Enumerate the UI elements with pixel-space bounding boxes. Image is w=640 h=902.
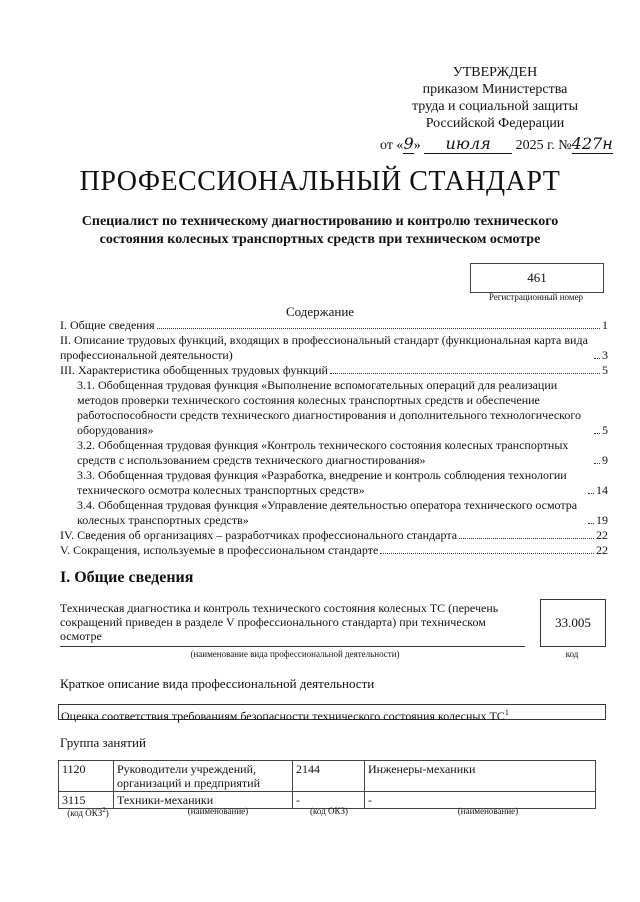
table-row [59,761,596,792]
occupation-code: 2144 [293,761,365,792]
handwritten-day: 9 [403,134,414,153]
caption-code-okz-footnoted: (код ОКЗ$^2$) [67,806,109,818]
occupation-name: Инженеры-механики [365,761,596,792]
occupation-name: Руководители учреждений, организаций и предприятий [114,761,293,792]
activity-name-underline [60,646,525,647]
standard-subtitle: Специалист по техническому диагностированию и контролю технического состояния колесных транспортных средств при техническом осмотре [81,214,559,247]
occupation-name: Техники-механики [114,792,293,809]
table-of-contents [60,318,608,558]
activity-code-box: 33.005 [540,599,606,647]
caption-name-2: (наименование) [457,806,519,816]
occupation-code: 1120 [59,761,114,792]
registration-number-box: 461 [470,263,604,293]
approval-line-4: Российской Федерации [425,116,565,131]
short-description-heading: Краткое описание вида профессиональной деятельности [60,676,375,691]
short-description-text: Оценка соответствия требованиям безопасности технического состояния колесных ТС [61,709,505,723]
handwritten-order-number: 427н [571,134,613,153]
toc-entry[interactable]: I. Общие сведения 1 [60,318,608,332]
approval-line-2: приказом Министерства [422,82,568,97]
toc-entry[interactable]: II. Описание трудовых функций, входящих в профессиональный стандарт (функциональная карта вида профессиональной деятельности) 3 [60,333,608,362]
date-year: 2025 г. № [515,138,572,153]
occupation-name: - [365,792,596,809]
short-description-box [58,704,606,723]
caption-code-okz: (код ОКЗ) [310,806,348,816]
footnote-marker: 1 [504,708,509,717]
toc-entry[interactable]: V. Сокращения, используемые в профессиональном стандарте 22 [60,543,608,557]
approval-line-3: труда и социальной защиты [412,99,578,114]
toc-entry[interactable]: 3.4. Обобщенная трудовая функция «Управление деятельностью оператора технического осмотра колесных транспортных средств» 19 [77,498,608,527]
activity-code-caption: код [565,649,579,659]
approval-line-1: УТВЕРЖДЕН [452,65,538,80]
toc-entry[interactable]: 3.3. Обобщенная трудовая функция «Разработка, внедрение и контроль соблюдения технологии технического осмотра колесных транспортных средств» 14 [77,468,608,497]
toc-title: Содержание [285,304,355,319]
approval-block [380,64,610,132]
toc-entry[interactable]: IV. Сведения об организациях – разработчиках профессионального стандарта 22 [60,528,608,542]
caption-name: (наименование) [187,806,249,816]
handwritten-month: июля [424,134,512,154]
occupation-group-heading: Группа занятий [60,735,146,750]
registration-number-label: Регистрационный номер [488,292,584,302]
occupation-code: 3115 [59,792,114,809]
occupation-code: - [293,792,365,809]
toc-entry[interactable]: III. Характеристика обобщенных трудовых функций 5 [60,363,608,377]
approval-date-line [380,134,613,154]
page-title: ПРОФЕССИОНАЛЬНЫЙ СТАНДАРТ [79,166,561,197]
section-heading: I. Общие сведения [60,569,194,586]
activity-name-caption: (наименование вида профессиональной деятельности) [190,649,400,659]
date-mid: » [413,138,421,153]
occupation-group-table [58,760,596,809]
activity-name: Техническая диагностика и контроль технического состояния колесных ТС (перечень сокращений приведен в разделе V профессионального стандарта) при техническом осмотре [60,601,499,643]
date-prefix: от « [380,138,404,153]
toc-entry[interactable]: 3.2. Обобщенная трудовая функция «Контроль технического состояния колесных транспортных средств с использованием средств технического диагностирования» 9 [77,438,608,467]
toc-entry[interactable]: 3.1. Обобщенная трудовая функция «Выполнение вспомогательных операций для реализации методов проверки технического состояния колесных транспортных средств и обеспечение работоспособности средств технического диагностирования и дополнительного технологического оборудования» 5 [77,378,608,437]
